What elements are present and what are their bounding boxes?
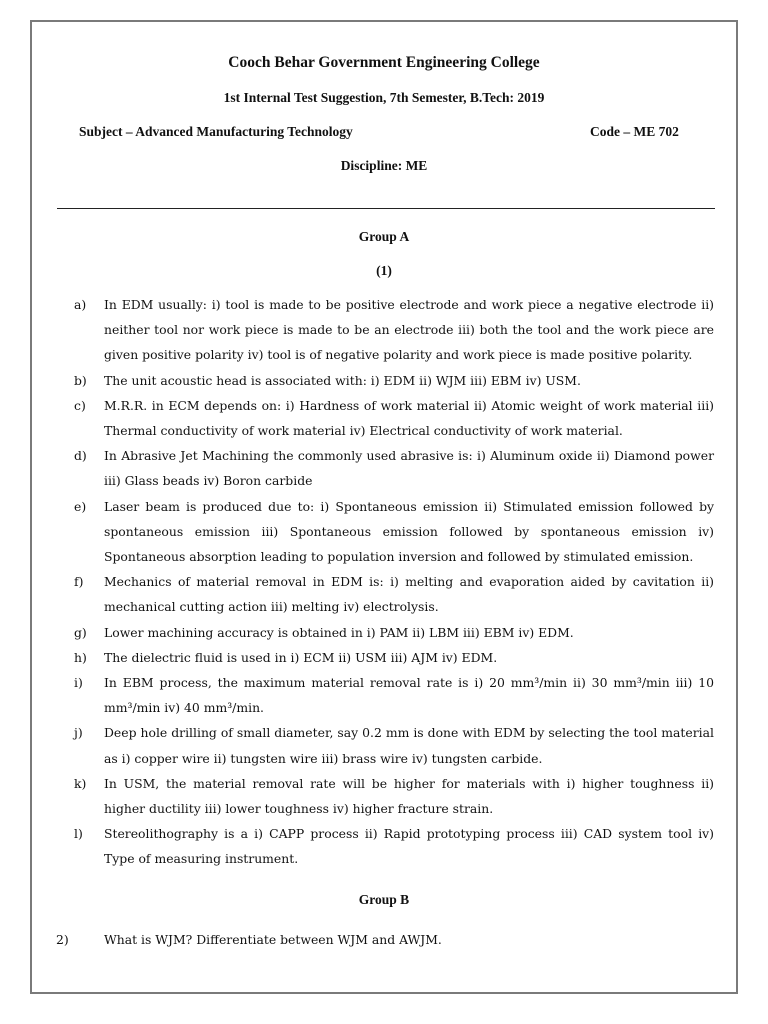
item-label: b) [74,372,87,388]
group-b-heading: Group B [358,892,410,907]
discipline-line: Discipline: ME [340,158,428,173]
item-text: What is WJM? Differentiate between WJM and AWJM. [104,932,442,947]
item-text: M.R.R. in ECM depends on: i) Hardness of work material ii) Atomic weight of work material iii) Thermal conductivity of work material iv) Electrical conductivity of work material. [104,397,714,439]
item-label: g) [74,624,87,640]
subject-line: Subject – Advanced Manufacturing Technology [79,124,353,139]
item-label: h) [74,649,87,665]
college-title: Cooch Behar Government Engineering College [228,54,540,71]
item-text: The dielectric fluid is used in i) ECM ii) USM iii) AJM iv) EDM. [104,649,498,665]
list-item [74,620,714,645]
item-text: Stereolithography is a i) CAPP process ii) Rapid prototyping process iii) CAD system tool iv) Type of measuring instrument. [104,826,714,867]
item-label: i) [74,675,83,691]
item-label: c) [74,397,86,413]
list-item [74,443,714,493]
header-divider [57,208,715,209]
item-text: In USM, the material removal rate will be higher for materials with i) higher toughness ii) higher ductility iii) lower toughness iv) higher fracture strain. [104,775,714,817]
item-label: f) [74,574,84,590]
item-label: l) [74,826,83,842]
item-label: k) [74,775,87,791]
group-a-heading: Group A [358,229,410,244]
list-item [74,393,714,443]
list-item [56,932,442,947]
exam-page [30,20,738,994]
item-label: e) [74,498,87,514]
item-text: Lower machining accuracy is obtained in i) PAM ii) LBM iii) EBM iv) EDM. [104,624,574,640]
list-item [74,821,714,871]
list-item [74,771,714,821]
list-item [74,670,714,720]
item-label: d) [74,448,87,464]
question-number: (1) [376,263,392,278]
list-item [74,569,714,619]
list-item [74,494,714,570]
item-text: In EBM process, the maximum material removal rate is i) 20 mm³/min ii) 30 mm³/min iii) 10 mm³/min iv) 40 mm³/min. [104,675,714,716]
item-text: The unit acoustic head is associated with: i) EDM ii) WJM iii) EBM iv) USM. [104,372,581,388]
question-list [74,292,714,872]
item-label: a) [74,297,87,312]
item-text: Laser beam is produced due to: i) Spontaneous emission ii) Stimulated emission followed by spontaneous emission iii) Spontaneous emission followed by spontaneous emission iv) Spontaneous absorption leading to population inversion and followed by stimulated emission. [104,498,714,565]
item-label: 2) [56,932,69,947]
list-item [74,720,714,770]
item-text: Mechanics of material removal in EDM is: i) melting and evaporation aided by cavitation ii) mechanical cutting action iii) melting iv) electrolysis. [104,574,714,615]
item-text: Deep hole drilling of small diameter, say 0.2 mm is done with EDM by selecting the tool material as i) copper wire ii) tungsten wire iii) brass wire iv) tungsten carbide. [104,725,714,766]
item-text: In Abrasive Jet Machining the commonly used abrasive is: i) Aluminum oxide ii) Diamond power iii) Glass beads iv) Boron carbide [104,448,714,489]
item-label: j) [74,725,83,741]
list-item [74,292,714,368]
list-item [74,368,714,393]
course-code: Code – ME 702 [590,124,679,139]
test-title: 1st Internal Test Suggestion, 7th Semester, B.Tech: 2019 [223,90,545,105]
item-text: In EDM usually: i) tool is made to be positive electrode and work piece a negative electrode ii) neither tool nor work piece is made to be an electrode iii) both the tool and the work piece are given positive polarity iv) tool is of negative polarity and work piece is made positive polarity. [104,297,714,363]
list-item [74,645,714,670]
